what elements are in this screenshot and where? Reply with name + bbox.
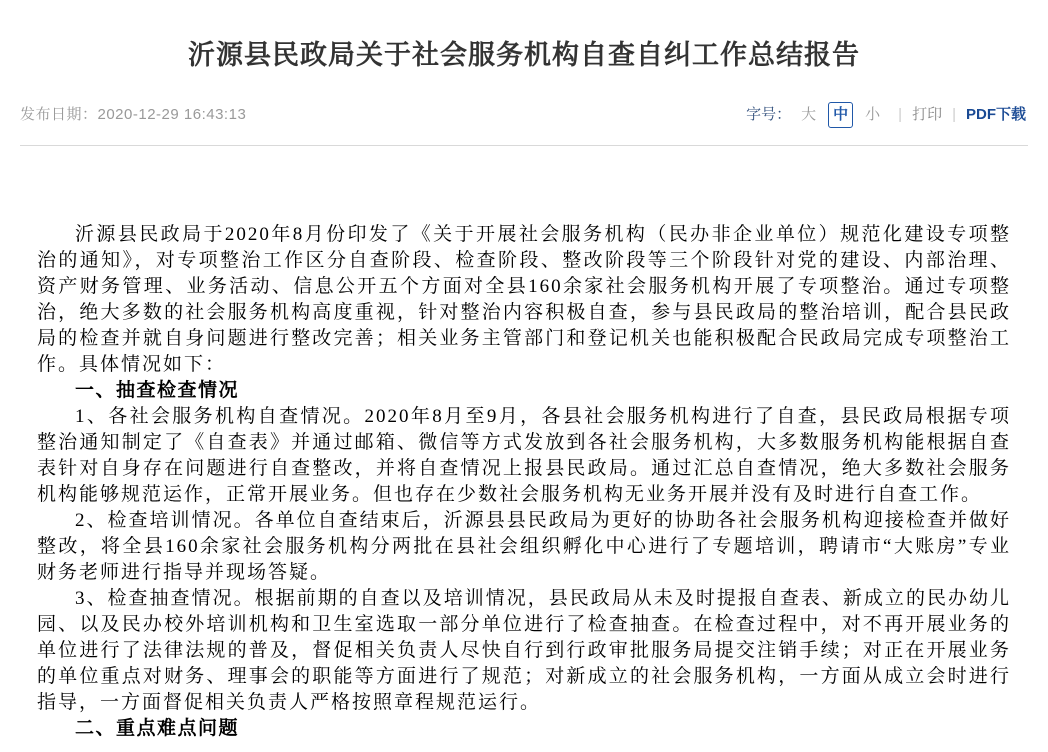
article-body — [37, 222, 1011, 742]
font-size-large-button[interactable]: 大 — [801, 106, 817, 123]
article-paragraph: 2、检查培训情况。各单位自查结束后，沂源县县民政局为更好的协助各社会服务机构迎接检查并做好整改，将全县160余家社会服务机构分两批在县社会组织孵化中心进行了专题培训，聘请市“大账房”专业财务老师进行指导并现场答疑。 — [37, 510, 1011, 583]
meta-row — [20, 102, 1026, 128]
article-heading: 二、重点难点问题 — [75, 718, 240, 739]
print-button[interactable]: 打印 — [912, 106, 943, 123]
document-page — [0, 33, 1048, 752]
pdf-download-button[interactable]: PDF下载 — [965, 106, 1026, 123]
font-size-medium-button[interactable]: 中 — [828, 102, 853, 128]
font-size-label: 字号： — [746, 106, 792, 123]
font-size-small-button[interactable]: 小 — [865, 106, 881, 123]
toolbar — [746, 102, 1026, 128]
toolbar-separator: | — [898, 106, 903, 123]
article-paragraph: 沂源县民政局于2020年8月份印发了《关于开展社会服务机构（民办非企业单位）规范化建设专项整治的通知》，对专项整治工作区分自查阶段、检查阶段、整改阶段等三个阶段针对党的建设、内部治理、资产财务管理、业务活动、信息公开五个方面对全县160余家社会服务机构开展了专项整治。通过专项整治，绝大多数的社会服务机构高度重视，针对整治内容积极自查，参与县民政局的整治培训，配合县民政局的检查并就自身问题进行整改完善；相关业务主管部门和登记机关也能积极配合民政局完成专项整治工作。具体情况如下： — [37, 224, 1011, 375]
article-paragraph: 3、检查抽查情况。根据前期的自查以及培训情况，县民政局从未及时提报自查表、新成立的民办幼儿园、以及民办校外培训机构和卫生室选取一部分单位进行了检查抽查。在检查过程中，对不再开展业务的单位进行了法律法规的普及，督促相关负责人尽快自行到行政审批服务局提交注销手续；对正在开展业务的单位重点对财务、理事会的职能等方面进行了规范；对新成立的社会服务机构，一方面从成立会时进行指导，一方面督促相关负责人严格按照章程规范运行。 — [37, 588, 1011, 713]
publish-date: 发布日期：2020-12-29 16:43:13 — [20, 106, 247, 123]
header-divider — [20, 145, 1028, 146]
toolbar-separator: | — [952, 106, 956, 123]
article-paragraph: 1、各社会服务机构自查情况。2020年8月至9月，各县社会服务机构进行了自查，县民政局根据专项整治通知制定了《自查表》并通过邮箱、微信等方式发放到各社会服务机构，大多数服务机构能根据自查表针对自身存在问题进行自查整改，并将自查情况上报县民政局。通过汇总自查情况，绝大多数社会服务机构能够规范运作，正常开展业务。但也存在少数社会服务机构无业务开展并没有及时进行自查工作。 — [37, 406, 1011, 505]
page-title: 沂源县民政局关于社会服务机构自查自纠工作总结报告 — [188, 40, 860, 70]
article-heading: 一、抽查检查情况 — [75, 380, 240, 401]
